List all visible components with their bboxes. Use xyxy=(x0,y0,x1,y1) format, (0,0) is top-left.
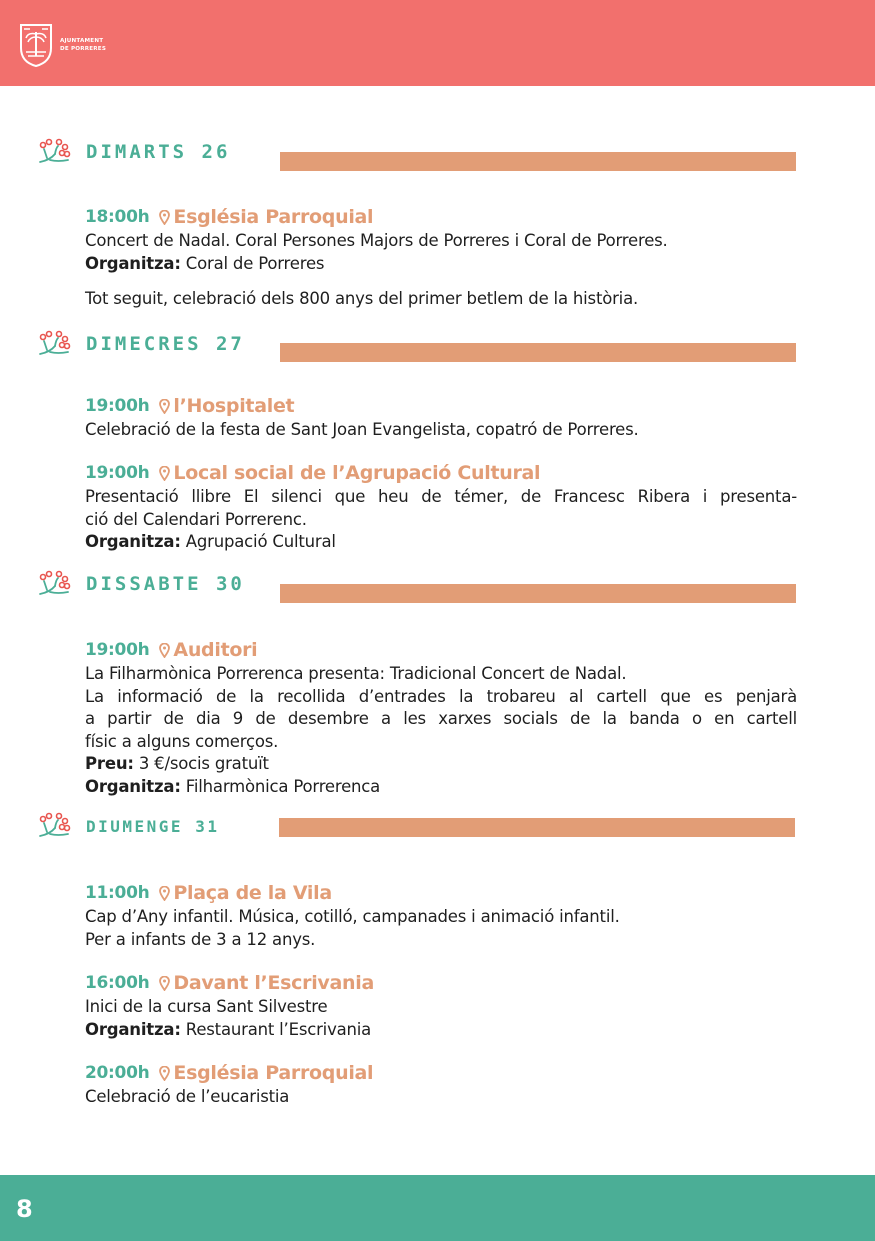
berry-branch-icon xyxy=(38,138,72,166)
organizer-label: Organitza: xyxy=(85,253,181,273)
event-description: a partir de dia 9 de desembre a les xarxes socials de la banda o en cartell xyxy=(85,709,797,728)
day-title: DIMARTS 26 xyxy=(86,141,231,163)
day-title: DISSABTE 30 xyxy=(86,573,245,595)
org-name-line-2: DE PORRERES xyxy=(60,46,107,52)
location-pin-icon xyxy=(159,399,170,414)
event-place: Local social de l’Agrupació Cultural xyxy=(173,462,541,484)
organizer-label: Organitza: xyxy=(85,1019,181,1039)
event-time: 16:00h xyxy=(85,973,150,993)
event-note: Tot seguit, celebració dels 800 anys del primer betlem de la història. xyxy=(85,289,639,308)
event-heading xyxy=(85,970,797,996)
municipal-logo xyxy=(18,22,106,68)
organizer-label: Organitza: xyxy=(85,532,181,551)
event-item xyxy=(85,393,797,442)
event-time: 19:00h xyxy=(85,463,150,483)
organizer-value: Restaurant l’Escrivania xyxy=(185,1019,372,1039)
day-divider-bar xyxy=(280,584,796,603)
event-place: Església Parroquial xyxy=(173,206,374,228)
event-place: Davant l’Escrivania xyxy=(173,972,374,994)
location-pin-icon xyxy=(159,210,170,225)
day-divider-bar xyxy=(280,343,796,362)
location-pin-icon xyxy=(159,466,170,481)
location-pin-icon xyxy=(159,1066,170,1081)
event-place: Auditori xyxy=(173,639,258,661)
coat-of-arms-icon xyxy=(18,22,54,68)
day-title: DIUMENGE 31 xyxy=(86,817,220,836)
day-divider-bar xyxy=(280,152,796,171)
event-item xyxy=(85,970,797,1041)
event-price xyxy=(85,753,797,776)
organizer-value: Agrupació Cultural xyxy=(185,532,336,551)
event-description: Inici de la cursa Sant Silvestre xyxy=(85,997,328,1016)
day-header-dimarts xyxy=(38,138,798,172)
org-name xyxy=(60,37,106,53)
berry-branch-icon xyxy=(38,330,72,358)
price-label: Preu: xyxy=(85,754,134,773)
event-time: 19:00h xyxy=(85,396,150,416)
day-title: DIMECRES 27 xyxy=(86,333,245,355)
event-item xyxy=(85,204,797,275)
event-time: 20:00h xyxy=(85,1063,150,1083)
day-divider-bar xyxy=(279,818,795,837)
event-description: La informació de la recollida d’entrades la trobareu al cartell que es penjarà xyxy=(85,686,797,706)
organizer-value: Coral de Porreres xyxy=(185,253,325,273)
event-heading xyxy=(85,880,797,906)
org-name-line-1: AJUNTAMENT xyxy=(60,38,104,44)
event-organizer xyxy=(85,1019,797,1042)
day-header-dissabte xyxy=(38,570,798,604)
day-header-dimecres xyxy=(38,330,798,364)
day-header-diumenge xyxy=(38,812,798,846)
event-description: Celebració de la festa de Sant Joan Evangelista, copatró de Porreres. xyxy=(85,420,639,439)
organizer-label: Organitza: xyxy=(85,776,181,796)
event-heading xyxy=(85,393,797,419)
organizer-value: Filharmònica Porrerenca xyxy=(185,776,381,796)
location-pin-icon xyxy=(159,643,170,658)
event-place: Església Parroquial xyxy=(173,1062,374,1084)
event-description: Per a infants de 3 a 12 anys. xyxy=(85,929,316,949)
berry-branch-icon xyxy=(38,812,72,840)
event-description: ció del Calendari Porrerenc. xyxy=(85,509,307,529)
event-description: La Filharmònica Porrerenca presenta: Tradicional Concert de Nadal. xyxy=(85,664,627,683)
berry-branch-icon xyxy=(38,570,72,598)
price-value: 3 €/socis gratuït xyxy=(138,754,269,773)
event-organizer xyxy=(85,531,797,554)
event-heading xyxy=(85,460,797,486)
event-description: Cap d’Any infantil. Música, cotilló, campanades i animació infantil. xyxy=(85,907,620,926)
event-time: 18:00h xyxy=(85,207,150,227)
event-heading xyxy=(85,204,797,230)
event-organizer xyxy=(85,253,797,276)
event-description: Presentació llibre El silenci que heu de témer, de Francesc Ribera i presenta- xyxy=(85,487,797,506)
event-time: 11:00h xyxy=(85,883,150,903)
event-description: físic a alguns comerços. xyxy=(85,731,279,751)
event-time: 19:00h xyxy=(85,640,150,660)
location-pin-icon xyxy=(159,886,170,901)
header-band xyxy=(0,0,875,86)
event-item xyxy=(85,1060,797,1109)
event-organizer xyxy=(85,776,797,799)
footer-band xyxy=(0,1175,875,1241)
event-heading xyxy=(85,1060,797,1086)
event-item xyxy=(85,880,797,951)
event-description: Concert de Nadal. Coral Persones Majors de Porreres i Coral de Porreres. xyxy=(85,231,668,250)
page-number: 8 xyxy=(16,1195,33,1223)
event-heading xyxy=(85,637,797,663)
event-description: Celebració de l’eucaristia xyxy=(85,1087,290,1106)
event-item xyxy=(85,460,797,554)
event-item xyxy=(85,637,797,798)
location-pin-icon xyxy=(159,976,170,991)
event-place: Plaça de la Vila xyxy=(173,882,332,904)
event-place: l’Hospitalet xyxy=(173,395,295,417)
